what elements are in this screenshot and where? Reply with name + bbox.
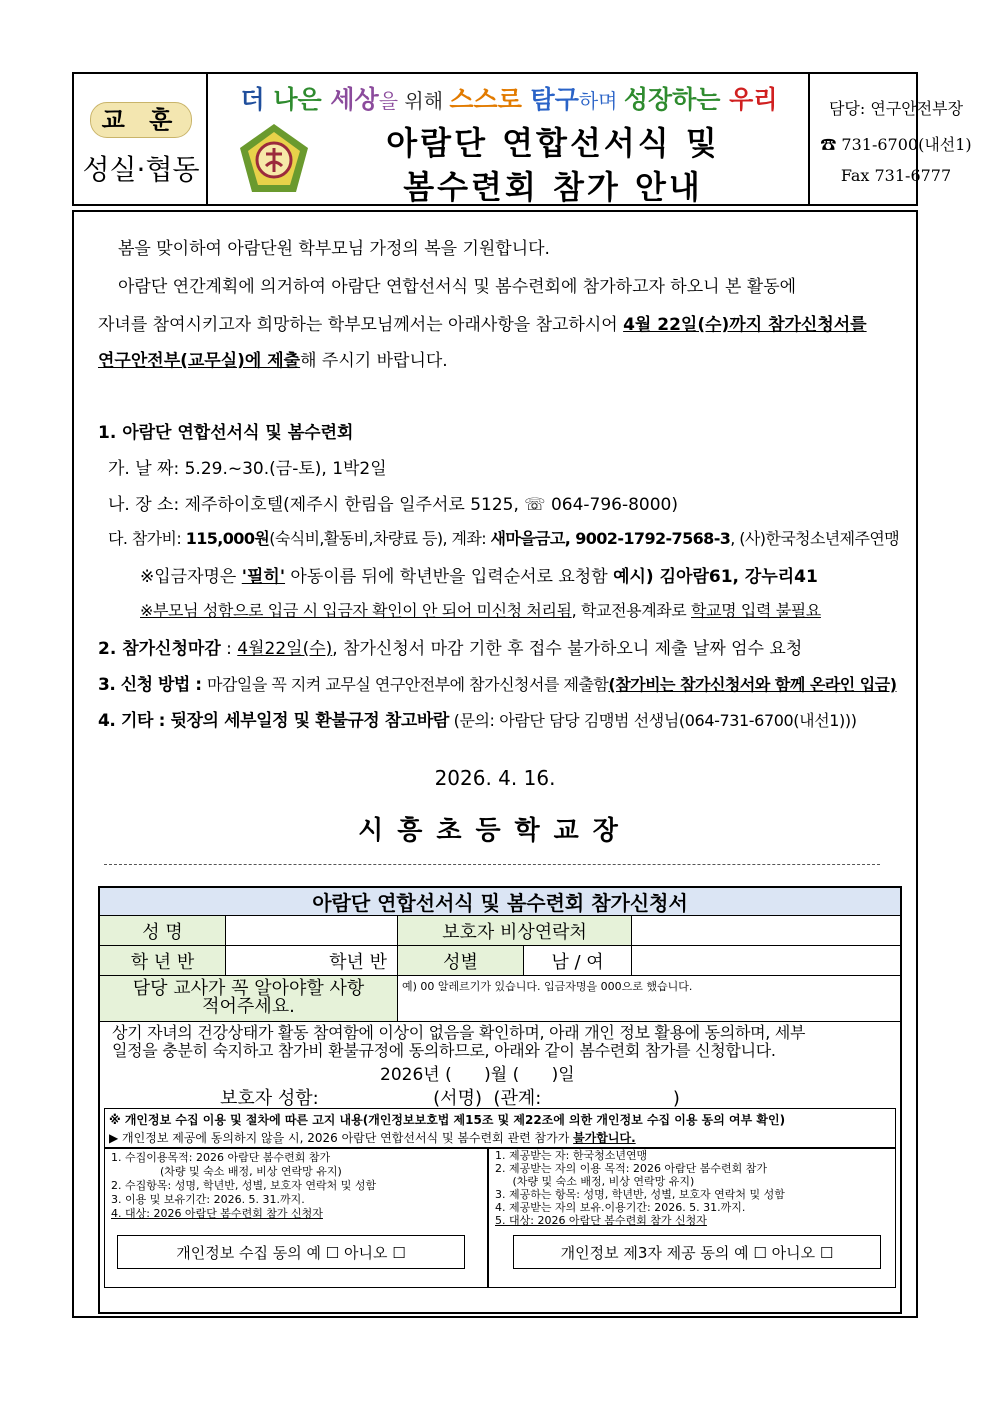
section-2-colon: : [220, 639, 238, 659]
teacher-note-label-line2: 적어주세요. [202, 996, 295, 1017]
name-input[interactable] [226, 916, 398, 946]
motto-cell [74, 74, 208, 204]
privacy-collection-box [104, 1148, 488, 1288]
slogan-word: 나은 [273, 85, 331, 114]
privacy-title: ※ 개인정보 수집 이용 및 절차에 따른 고지 내용(개인정보보호법 제15조 및 제22조에 의한 개인정보 수집 이용 동의 여부 확인) [109, 1113, 786, 1127]
collection-items [111, 1151, 376, 1221]
section-2-label: 2. 참가신청마감 [98, 639, 221, 659]
section-4 [98, 706, 857, 731]
application-date-line[interactable]: 2026년 ( )월 ( )일 [380, 1065, 575, 1085]
gender-label: 성별 [398, 946, 524, 976]
motto-badge: 교 훈 [90, 102, 192, 138]
intro-line-1: 아람단 연간계획에 의거하여 아람단 연합선서식 및 봄수련회에 참가하고자 하오니 본 활동에 [118, 277, 797, 297]
item-fee-amount: 115,000원 [185, 529, 270, 548]
slogan-word: 을 [378, 89, 405, 113]
deposit-note-2-school: 학교명 입력 불필요 [691, 601, 821, 620]
privacy-list-item: 4. 제공받는 자의 보유.이용기간: 2026. 5. 31.까지. [495, 1201, 746, 1214]
deposit-note-1-text: 아동이름 뒤에 학년반을 입력순서로 요청함 [285, 567, 614, 587]
section-1-title: 1. 아람단 연합선서식 및 봄수련회 [98, 423, 354, 443]
privacy-notice [104, 1108, 896, 1148]
guardian-contact-input[interactable] [632, 916, 900, 946]
privacy-subtitle-emphasis: 불가합니다. [573, 1131, 636, 1145]
third-party-consent-checkbox-row[interactable]: 개인정보 제3자 제공 동의 예 ☐ 아니오 ☐ [513, 1235, 881, 1269]
grade-class-input[interactable]: 학년 반 [226, 946, 398, 976]
intro-line-3 [98, 346, 448, 371]
guardian-contact-label: 보호자 비상연락처 [398, 916, 632, 946]
header-box [72, 72, 972, 206]
section-2 [98, 634, 802, 659]
slogan-word: 하며 [578, 89, 624, 113]
agreement-line-1: 상기 자녀의 건강상태가 활동 참여함에 이상이 없음을 확인하며, 아래 개인 정보 활용에 동의하며, 세부 [112, 1023, 806, 1042]
item-location-label: 나. 장 소: [108, 495, 185, 515]
privacy-list-item: 5. 대상: 2026 아람단 봄수련회 참가 신청자 [495, 1214, 707, 1227]
deposit-note-1-example: 예시) 김아람61, 강누리41 [613, 567, 818, 587]
agreement-text [112, 1024, 896, 1060]
slogan-word: 스스로 [449, 85, 531, 114]
gender-input[interactable]: 남 / 여 [524, 946, 632, 976]
submit-location-highlight: 연구안전부(교무실)에 제출 [98, 351, 301, 371]
privacy-list-item: (차량 및 숙소 배정, 비상 연락망 유지) [111, 1165, 342, 1178]
guardian-signature-line[interactable]: 보호자 성함: (서명) (관계: ) [220, 1088, 680, 1109]
privacy-list-item: 3. 제공하는 항목: 성명, 학년반, 성별, 보호자 연락처 및 성함 [495, 1188, 785, 1201]
item-fee-label: 다. 참가비: [108, 529, 186, 548]
section-3-emphasis: (참가비는 참가신청서와 함께 온라인 입금) [608, 675, 897, 694]
intro-line-2 [98, 310, 867, 335]
privacy-third-party-box [488, 1148, 896, 1288]
privacy-subtitle: ▶ 개인정보 제공에 동의하지 않을 시, 2026 아람단 연합선서식 및 봄수련회 관련 참가가 [109, 1131, 574, 1145]
collection-consent-checkbox-row[interactable]: 개인정보 수집 동의 예 ☐ 아니오 ☐ [117, 1235, 465, 1269]
deposit-note-1-emphasis: '필히' [241, 567, 286, 587]
greeting: 봄을 맞이하여 아람단원 학부모님 가정의 복을 기원합니다. [118, 239, 550, 259]
slogan-word: 위해 [404, 89, 450, 113]
title-cell [208, 74, 810, 204]
contact-department: 담당: 연구안전부장 [828, 99, 964, 118]
section-2-text: , 참가신청서 마감 기한 후 접수 불가하오니 제출 날짜 엄수 요청 [332, 639, 803, 659]
item-date-label: 가. 날 짜: [108, 459, 185, 479]
document-title-line1: 아람단 연합선서식 및 [386, 124, 720, 162]
deposit-note-1-pre: ※입금자명은 [140, 567, 242, 587]
school-motto: 성실·협동 [82, 153, 200, 186]
section-2-deadline: 4월22일(수) [237, 639, 333, 659]
item-fee [108, 526, 899, 549]
empty-cell [632, 946, 900, 976]
intro-line-2-text: 자녀를 참여시키고자 희망하는 학부모님께서는 아래사항을 참고하시어 [98, 315, 624, 335]
privacy-list-item: 2. 수집항목: 성명, 학년반, 성별, 보호자 연락처 및 성함 [111, 1179, 377, 1192]
item-date-value: 5.29.~30.(금-토), 1박2일 [184, 459, 387, 479]
section-3-text: 마감일을 꼭 지켜 교무실 연구안전부에 참가신청서를 제출함 [206, 675, 609, 694]
item-date [108, 454, 387, 479]
intro-line-3-text: 해 주시기 바랍니다. [300, 351, 448, 371]
slogan-word: 세상 [330, 85, 379, 114]
teacher-note-label-line1: 담당 교사가 꼭 알아야할 사항 [132, 978, 365, 999]
deposit-note-1 [140, 562, 818, 587]
privacy-list-item: 2. 제공받는 자의 이용 목적: 2026 아람단 봄수련회 참가 [495, 1162, 768, 1175]
form-title: 아람단 연합선서식 및 봄수련회 참가신청서 [100, 888, 900, 916]
item-fee-recipient: , (사)한국청소년제주연맹 [730, 529, 900, 548]
privacy-list-item: 1. 제공받는 자: 한국청소년연맹 [495, 1149, 648, 1162]
deadline-highlight: 4월 22일(수)까지 참가신청서를 [623, 315, 867, 335]
slogan-word: 우리 [729, 85, 778, 114]
teacher-note-label [100, 976, 398, 1022]
section-4-contact: (문의: 아람단 담당 김맹범 선생님(064-731-6700(내선1))) [448, 711, 857, 730]
name-label: 성 명 [100, 916, 226, 946]
privacy-list-item: 3. 이용 및 보유기간: 2026. 5. 31.까지. [111, 1193, 305, 1206]
contact-phone: ☎ 731-6700(내선1) [820, 135, 972, 154]
section-3 [98, 670, 897, 695]
deposit-note-2-text: , 학교전용계좌로 [571, 601, 692, 620]
cut-line [104, 864, 880, 865]
document-title-line2: 봄수련회 참가 안내 [403, 168, 703, 206]
section-3-label: 3. 신청 방법 : [98, 675, 207, 695]
deposit-note-2-warning: ※부모님 성함으로 입금 시 입금자 확인이 안 되어 미신청 처리됨 [140, 601, 572, 620]
teacher-note-input[interactable]: 예) 00 알레르기가 있습니다. 입금자명을 000으로 했습니다. [398, 976, 900, 1022]
third-party-items [495, 1149, 785, 1227]
contact-fax: Fax 731-6777 [840, 166, 952, 185]
contact-cell [810, 74, 972, 204]
grade-class-label: 학 년 반 [100, 946, 226, 976]
section-4-label: 4. 기타 : 뒷장의 세부일정 및 환불규정 참고바람 [98, 711, 449, 731]
agreement-line-2: 일정을 충분히 숙지하고 참가비 환불규정에 동의하므로, 아래와 같이 봄수련회 참가를 신청합니다. [112, 1041, 776, 1060]
privacy-list-item: 4. 대상: 2026 아람단 봄수련회 참가 신청자 [111, 1207, 323, 1220]
application-form [98, 886, 902, 1314]
item-fee-account: 새마을금고, 9002-1792-7568-3 [490, 529, 731, 548]
slogan-word: 탐구 [530, 85, 579, 114]
issue-date: 2026. 4. 16. [434, 766, 556, 790]
item-location-value: 제주하이호텔(제주시 한림읍 일주서로 5125, ☏ 064-796-8000) [184, 495, 678, 515]
item-location [108, 490, 678, 515]
slogan-word: 성장하는 [623, 85, 730, 114]
school-emblem-icon [236, 122, 312, 198]
slogan-word: 더 [240, 85, 274, 114]
privacy-list-item: 1. 수집이용목적: 2026 아람단 봄수련회 참가 [111, 1151, 331, 1164]
deposit-note-2 [140, 598, 821, 621]
school-slogan [214, 80, 804, 116]
privacy-list-item: (차량 및 숙소 배정, 비상 연락망 유지) [495, 1175, 695, 1188]
principal-signature: 시흥초등학교장 [358, 816, 632, 846]
item-fee-detail: (숙식비,활동비,차량료 등), 계좌: [269, 529, 491, 548]
